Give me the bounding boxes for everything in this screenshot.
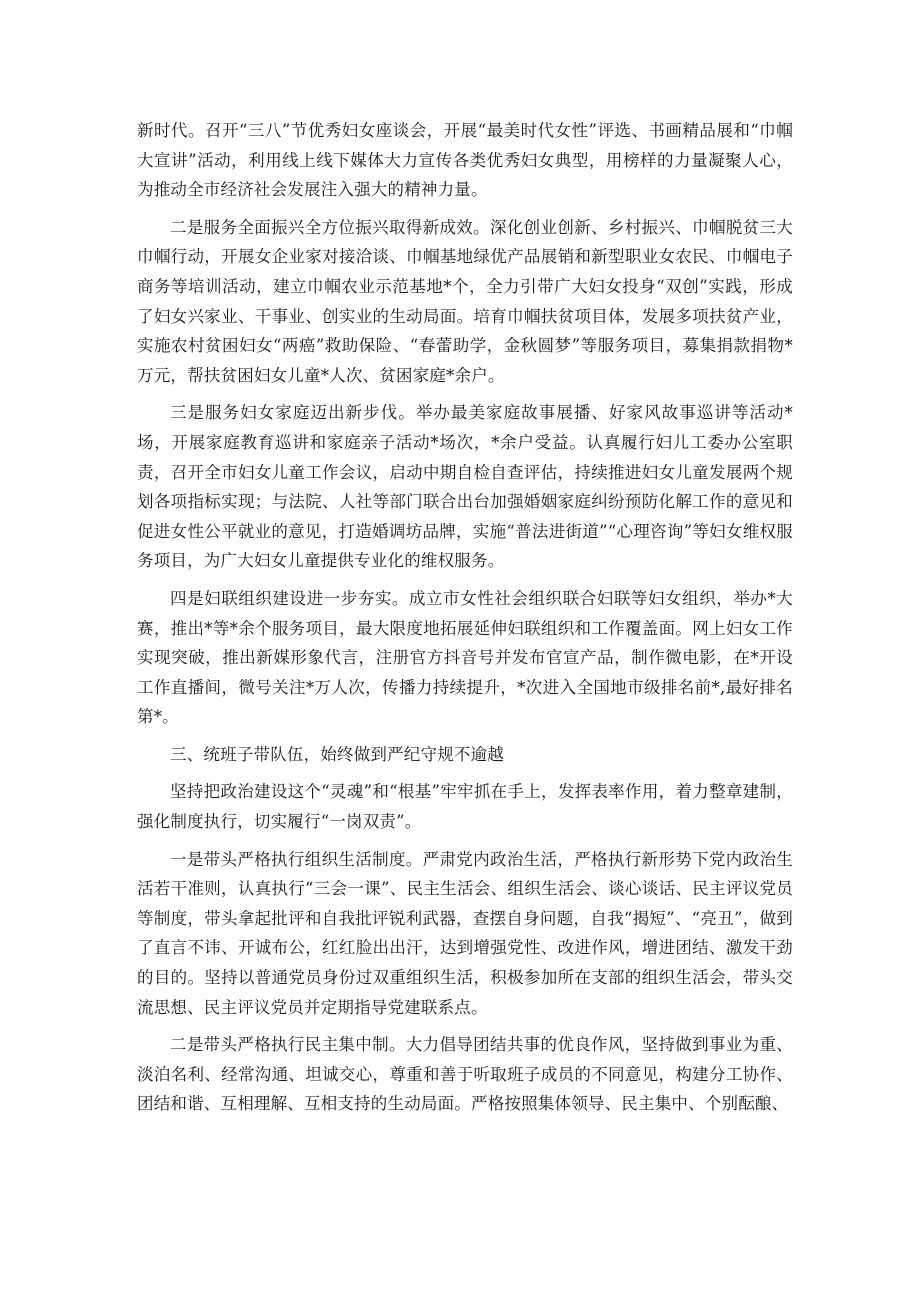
paragraph-service-families: 三是服务妇女家庭迈出新步伐。举办最美家庭故事展播、好家风故事巡讲等活动*场，开展家庭教育巡讲和家庭亲子活动*场次，*余户受益。认真履行妇儿工委办公室职责，召开全市妇女儿童工作会议，启动中期自检自查评估，持续推进妇女儿童发展两个规划各项指标实现；与法院、人社等部门联合出台加强婚姻家庭纠纷预防化解工作的意见和促进女性公平就业的意见，打造婚调坊品牌，实施“普法进街道”“心理咨询”等妇女维权服务项目，为广大妇女儿童提供专业化的维权服务。 bbox=[137, 403, 793, 571]
paragraph-organization-building: 四是妇联组织建设进一步夯实。成立市女性社会组织联合妇联等妇女组织，举办*大赛，推出*等*余个服务项目，最大限度地拓展延伸妇联组织和工作覆盖面。网上妇女工作实现突破，推出新媒形象代言，注册官方抖音号并发布官宣产品，制作微电影，在*开设工作直播间，微号关注*万人次，传播力持续提升，*次进入全国地市级排名前*,最好排名第*。 bbox=[137, 588, 793, 727]
document-body bbox=[137, 116, 793, 1127]
paragraph-organizational-life: 一是带头严格执行组织生活制度。严肃党内政治生活，严格执行新形势下党内政治生活若干准则，认真执行“三会一课”、民主生活会、组织生活会、谈心谈话、民主评议党员等制度，带头拿起批评和自我批评锐利武器，查摆自身问题，自我“揭短”、“亮丑”，做到了直言不讳、开诚布公，红红脸出出汗，达到增强党性、改进作风，增进团结、激发干劲的目的。坚持以普通党员身份过双重组织生活，积极参加所在支部的组织生活会，带头交流思想、民主评议党员并定期指导党建联系点。 bbox=[137, 849, 793, 1017]
paragraph-service-revitalization: 二是服务全面振兴全方位振兴取得新成效。深化创业创新、乡村振兴、巾帼脱贫三大巾帼行动，开展女企业家对接洽谈、巾帼基地绿优产品展销和新型职业女农民、巾帼电子商务等培训活动，建立巾帼农业示范基地*个，全力引带广大妇女投身“双创”实践，形成了妇女兴家业、干事业、创实业的生动局面。培育巾帼扶贫项目体，发展多项扶贫产业，实施农村贫困妇女“两癌”救助保险、“春蕾助学，金秋圆梦”等服务项目，募集捐款捐物*万元，帮扶贫困妇女儿童*人次、贫困家庭*余户。 bbox=[137, 217, 793, 385]
paragraph-continuation: 新时代。召开“三八”节优秀妇女座谈会，开展“最美时代女性”评选、书画精品展和“巾帼大宣讲”活动，利用线上线下媒体大力宣传各类优秀妇女典型，用榜样的力量凝聚人心，为推动全市经济社会发展注入强大的精神力量。 bbox=[137, 121, 793, 200]
paragraph-political-building: 坚持把政治建设这个“灵魂”和“根基”牢牢抓在手上，发挥表率作用，着力整章建制，强化制度执行，切实履行“一岗双责”。 bbox=[137, 782, 793, 832]
section-heading: 三、统班子带队伍，始终做到严纪守规不逾越 bbox=[170, 744, 504, 764]
paragraph-democratic-centralism: 二是带头严格执行民主集中制。大力倡导团结共事的优良作风，坚持做到事业为重、淡泊名利、经常沟通、坦诚交心，尊重和善于听取班子成员的不同意见，构建分工协作、团结和谐、互相理解、互相支持的生动局面。严格按照集体领导、民主集中、个别酝酿、 bbox=[137, 1035, 793, 1114]
